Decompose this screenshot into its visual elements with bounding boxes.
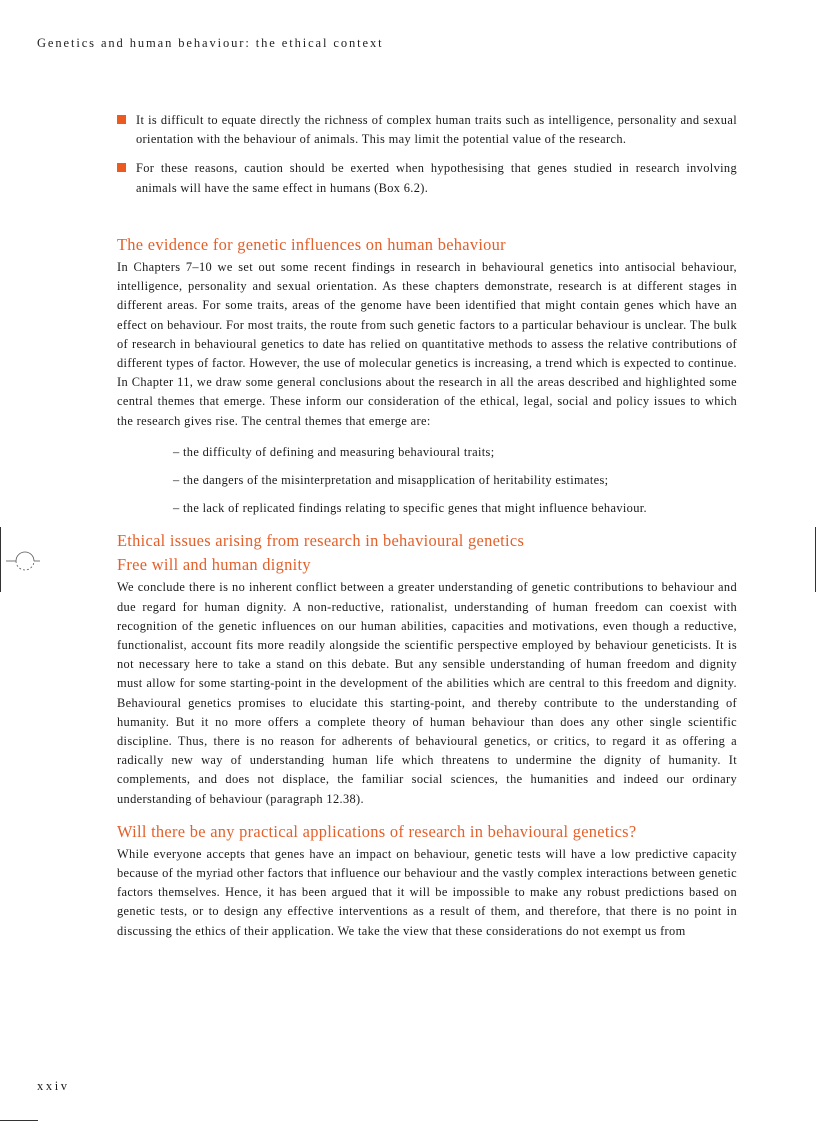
bottom-rule	[0, 1120, 38, 1121]
theme-text: the lack of replicated findings relating to specific genes that might influence behaviour.	[183, 501, 647, 516]
main-content	[117, 234, 737, 941]
free-will-paragraph: We conclude there is no inherent conflict between a greater understanding of genetic contributions to behaviour and due regard for human dignity. A non-reductive, rationalist, understanding of human freedom can coexist with recognition of the genetic influences on our human abilities, capacities and motivations, even though a reductive, functionalist, account fits more readily alongside the scientific perspective employed by behaviour geneticists. It is not necessary here to take a stand on this debate. But any sensible understanding of human freedom and dignity must allow for some starting-point in the development of the abilities which are central to this freedom and dignity. Behavioural genetics promises to elucidate this starting-point, and thereby contribute to the understanding of humanity. But it no more offers a complete theory of human behaviour than does any other single scientific discipline. Thus, there is no reason for adherents of behavioural genetics, or critics, to regard it as offering a radically new way of understanding human life which threatens to undermine the dignity of humanity. It complements, and does not displace, the familiar social sciences, the humanities and indeed our ordinary understanding of behaviour (paragraph 12.38).	[117, 580, 737, 806]
applications-paragraph: While everyone accepts that genes have an impact on behaviour, genetic tests will have a low predictive capacity because of the myriad other factors that influence our behaviour and the vastly complex interactions between genetic factors themselves. Hence, it has been argued that it will be impossible to make any robust predictions based on genetic tests, or to design any effective interventions as a result of them, and therefore, that there is no point in discussing the ethics of their application. We take the view that these considerations do not exempt us from	[117, 846, 737, 938]
bullet-text: It is difficult to equate directly the richness of complex human traits such as intelligence, personality and sexual orientation with the behaviour of animals. This may limit the potential value of the research.	[136, 113, 737, 147]
section-heading-applications: Will there be any practical applications of research in behavioural genetics?	[117, 821, 637, 841]
bullet-list	[117, 111, 737, 208]
dash-marker: –	[173, 444, 180, 459]
subheading-free-will: Free will and human dignity	[117, 555, 311, 575]
dash-marker: –	[173, 501, 180, 516]
section-heading-evidence: The evidence for genetic influences on human behaviour	[117, 235, 506, 254]
square-bullet-icon	[117, 163, 126, 172]
list-item	[173, 443, 737, 462]
list-item	[173, 499, 737, 518]
theme-text: the dangers of the misinterpretation and misapplication of heritability estimates;	[183, 473, 609, 488]
crop-mark-left	[0, 527, 1, 592]
bullet-text: For these reasons, caution should be exerted when hypothesising that genes studied in research involving animals will have the same effect in humans (Box 6.2).	[136, 161, 737, 195]
themes-list	[173, 443, 737, 519]
theme-text: the difficulty of defining and measuring behavioural traits;	[183, 444, 495, 459]
dash-marker: –	[173, 473, 180, 488]
bullet-item	[117, 111, 737, 149]
page-number: xxiv	[37, 1079, 70, 1093]
list-item	[173, 471, 737, 490]
evidence-paragraph: In Chapters 7–10 we set out some recent findings in research in behavioural genetics into antisocial behaviour, intelligence, personality and sexual orientation. As these chapters demonstrate, research is at different stages in different areas. For some traits, areas of the genome have been identified that might contain genes which have an effect on behaviour. For most traits, the route from such genetic factors to a particular behaviour is unclear. The bulk of research in behavioural genetics to date has relied on quantitative methods to assess the relative contributions of different types of factor. However, the use of molecular genetics is increasing, a trend which is expected to continue. In Chapter 11, we draw some general conclusions about the research in all the areas described and highlighted some central themes that emerge. These inform our consideration of the ethical, legal, social and policy issues to which the research gives rise. The central themes that emerge are:	[117, 260, 737, 428]
square-bullet-icon	[117, 115, 126, 124]
bullet-item	[117, 159, 737, 197]
running-header: Genetics and human behaviour: the ethical context	[37, 36, 384, 50]
section-heading-ethical: Ethical issues arising from research in behavioural genetics	[117, 531, 525, 551]
registration-mark-icon	[6, 547, 40, 575]
